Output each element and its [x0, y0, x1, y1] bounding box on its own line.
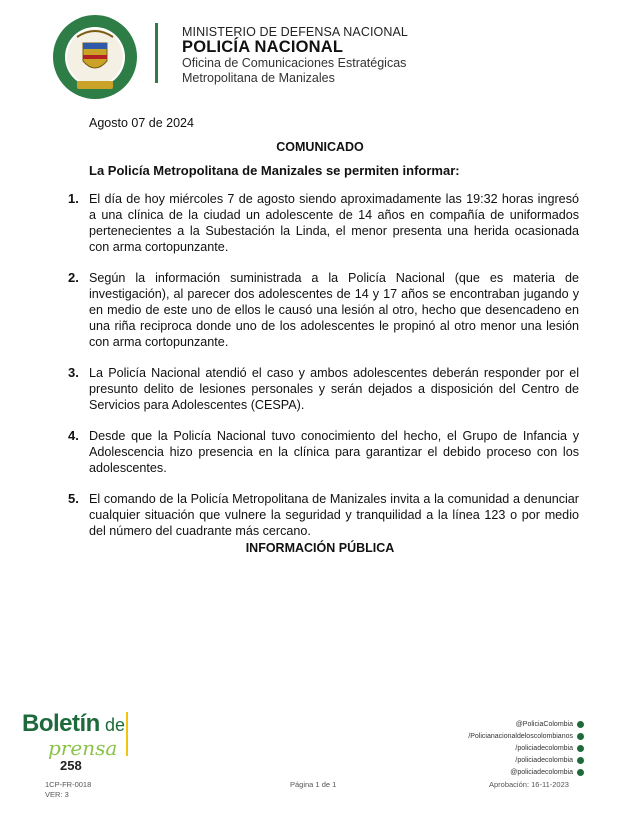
social-instagram[interactable] — [468, 754, 584, 766]
facebook-icon — [577, 733, 584, 740]
tiktok-icon — [577, 769, 584, 776]
list-item — [68, 365, 579, 413]
list-item — [68, 428, 579, 476]
boletin-word: Boletín — [22, 710, 100, 737]
social-handle: /policiadecolombia — [515, 756, 573, 764]
list-item — [68, 191, 579, 255]
social-x[interactable] — [468, 718, 584, 730]
social-links — [468, 718, 584, 778]
list-item — [68, 491, 579, 539]
item-text: La Policía Nacional atendió el caso y ambos adolescentes deberán responder por el presunto delito de lesiones personales y serán dejados a disposición del Centro de Servicios para Adolescentes (CESPA). — [89, 366, 579, 412]
ministry-name: MINISTERIO DE DEFENSA NACIONAL — [182, 25, 408, 39]
form-version: VER: 3 — [45, 790, 69, 799]
approval-date: Aprobación: 16-11-2023 — [489, 780, 569, 789]
document-title: COMUNICADO — [276, 140, 364, 154]
social-handle: /Policianacionaldeloscolombianos — [468, 732, 573, 740]
statement-list — [68, 191, 579, 554]
social-youtube[interactable] — [468, 742, 584, 754]
document-code — [45, 780, 91, 800]
social-facebook[interactable] — [468, 730, 584, 742]
agency-name: POLICÍA NACIONAL — [182, 38, 344, 56]
social-handle: @policiadecolombia — [510, 768, 573, 776]
social-handle: @PoliciaColombia — [515, 720, 573, 728]
item-text: El día de hoy miércoles 7 de agosto siendo aproximadamente las 19:32 horas ingresó a una clínica de la ciudad un adolescente de 14 años en compañía de uniformados pertenecientes a la Subestación la Linda, el menor presenta una herida ocasionada con arma cortopunzante. — [89, 192, 579, 254]
boletin-de: de — [105, 715, 126, 735]
form-code: 1CP-FR-0018 — [45, 780, 92, 789]
item-text: El comando de la Policía Metropolitana de Manizales invita a la comunidad a denunciar cualquier situación que vulnere la seguridad y tranquilidad a la línea 123 o por medio del número del cuadrante más cercano. — [89, 492, 579, 538]
header-divider — [155, 23, 158, 83]
document-date: Agosto 07 de 2024 — [89, 116, 194, 130]
boletin-prensa: prensa — [48, 736, 118, 760]
document-header — [0, 0, 640, 100]
closing-label: INFORMACIÓN PÚBLICA — [245, 541, 395, 555]
social-tiktok[interactable] — [468, 766, 584, 778]
x-icon — [577, 721, 584, 728]
document-subtitle: La Policía Metropolitana de Manizales se permiten informar: — [89, 163, 460, 178]
item-text: Según la información suministrada a la Policía Nacional (que es materia de investigación), al parecer dos adolescentes de 14 y 17 años se encontraban jugando y en medio de este uno de ellos le causó una lesión al otro, hecho que desencadeno en una riña reciproca donde uno de los adolescentes le propinó al otro menor una lesión con arma cortopunzante. — [89, 271, 579, 349]
instagram-icon — [577, 757, 584, 764]
item-number: 1. — [68, 191, 79, 206]
item-text: Desde que la Policía Nacional tuvo conocimiento del hecho, el Grupo de Infancia y Adolescencia hizo presencia en la clínica para garantizar el debido proceso con los adolescentes. — [89, 429, 579, 475]
office-name: Oficina de Comunicaciones Estratégicas — [182, 56, 407, 70]
youtube-icon — [577, 745, 584, 752]
boletin-accent-bar — [126, 712, 128, 756]
boletin-number: 258 — [60, 758, 82, 773]
item-number: 3. — [68, 365, 79, 380]
item-number: 2. — [68, 270, 79, 285]
list-item — [68, 270, 579, 350]
social-handle: /policiadecolombia — [515, 744, 573, 752]
metro-name: Metropolitana de Manizales — [182, 71, 335, 85]
item-number: 4. — [68, 428, 79, 443]
page-number: Página 1 de 1 — [290, 780, 337, 789]
police-seal-icon — [51, 13, 139, 101]
item-number: 5. — [68, 491, 79, 506]
boletin-logo — [22, 708, 132, 778]
